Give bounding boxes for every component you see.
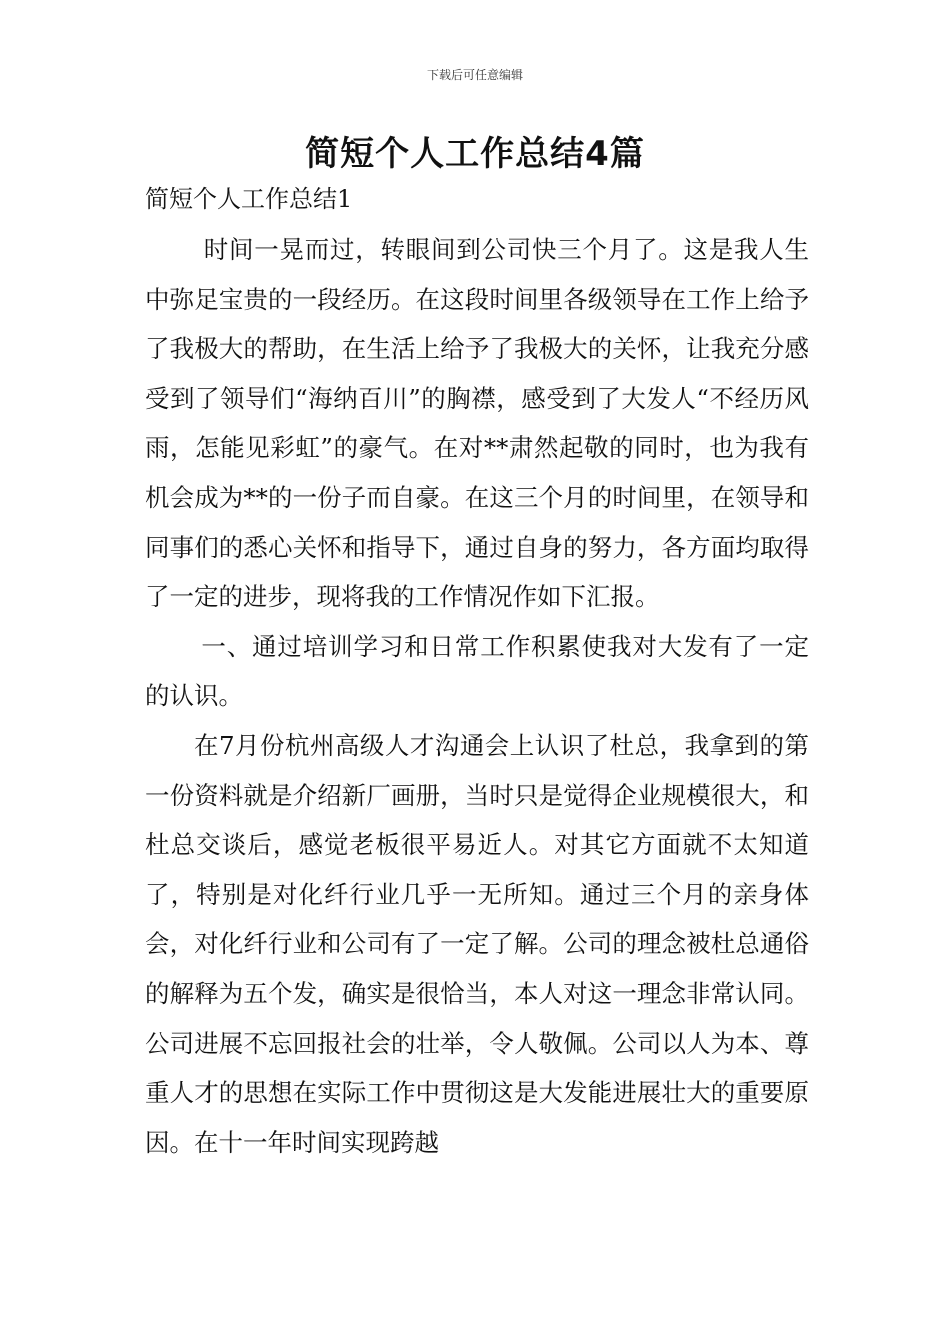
paragraph: 一、通过培训学习和日常工作积累使我对大发有了一定的认识。	[145, 631, 809, 711]
paragraph: 时间一晃而过，转眼间到公司快三个月了。这是我人生中弥足宝贵的一段经历。在这段时间里各级领导在工作上给予了我极大的帮助，在生活上给予了我极大的关怀，让我充分感受到了领导们“海纳百川”的胸襟，感受到了大发人“不经历风雨，怎能见彩虹”的豪气。在对**肃然起敬的同时，也为我有机会成为**的一份子而自豪。在这三个月的时间里，在领导和同事们的悉心关怀和指导下，通过自身的努力，各方面均取得了一定的进步，现将我的工作情况作如下汇报。	[145, 235, 809, 612]
header-note: 下载后可任意编辑	[426, 68, 523, 82]
document-body	[145, 225, 809, 1167]
section-heading: 简短个人工作总结1	[145, 185, 353, 213]
paragraph: 在7月份杭州高级人才沟通会上认识了杜总，我拿到的第一份资料就是介绍新厂画册，当时只是觉得企业规模很大，和杜总交谈后，感觉老板很平易近人。对其它方面就不太知道了，特别是对化纤行业几乎一无所知。通过三个月的亲身体会，对化纤行业和公司有了一定了解。公司的理念被杜总通俗的解释为五个发，确实是很恰当，本人对这一理念非常认同。公司进展不忘回报社会的壮举，令人敬佩。公司以人为本、尊重人才的思想在实际工作中贯彻这是大发能进展壮大的重要原因。在十一年时间实现跨越	[145, 730, 809, 1157]
document-title: 简短个人工作总结4篇	[305, 134, 645, 174]
